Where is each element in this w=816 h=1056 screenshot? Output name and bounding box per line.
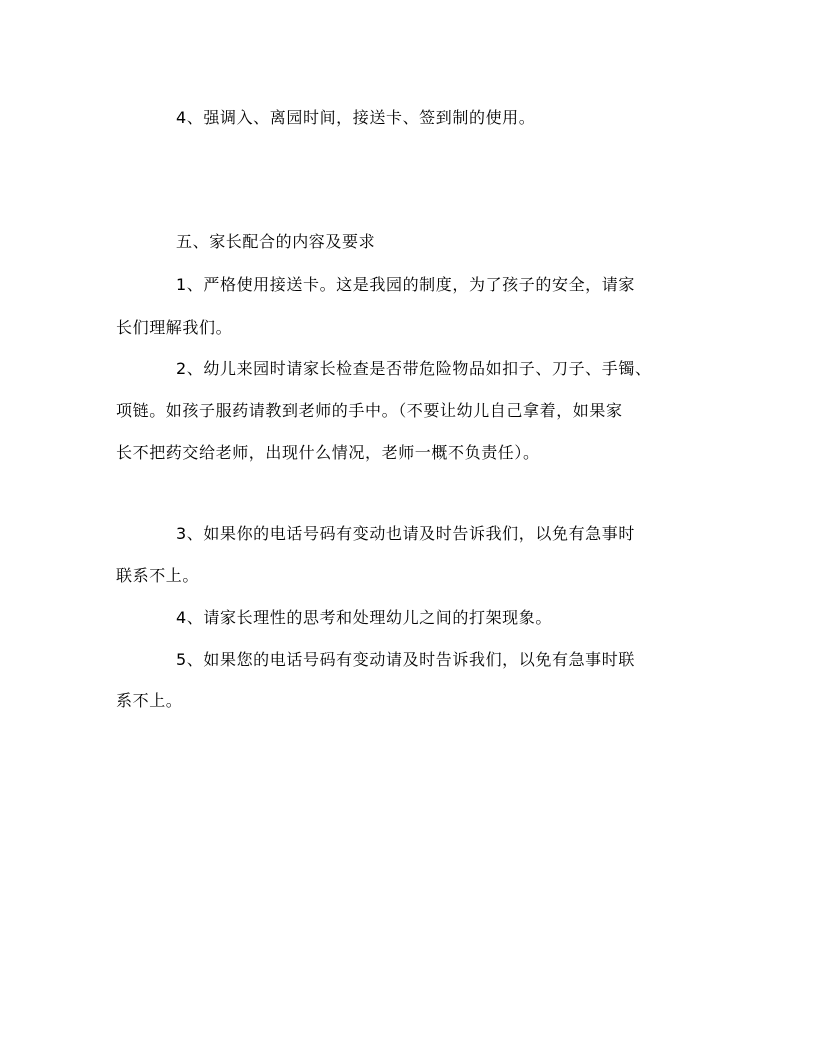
item-3-line-2: 联系不上。 (116, 566, 200, 585)
item-1-line-2: 长们理解我们。 (116, 318, 233, 337)
item-1-line-1: 1、严格使用接送卡。这是我园的制度，为了孩子的安全，请家 (176, 275, 635, 294)
item-5-line-2: 系不上。 (116, 691, 183, 710)
item-2-line-1: 2、幼儿来园时请家长检查是否带危险物品如扣子、刀子、手镯、 (176, 359, 652, 378)
item-3-line-1: 3、如果你的电话号码有变动也请及时告诉我们，以免有急事时 (176, 524, 635, 543)
item-2-line-3: 长不把药交给老师，出现什么情况，老师一概不负责任）。 (116, 443, 540, 462)
section-heading: 五、家长配合的内容及要求 (176, 232, 376, 251)
intro-item-4: 4、强调入、离园时间，接送卡、签到制的使用。 (176, 108, 536, 127)
item-2-line-2: 项链。如孩子服药请教到老师的手中。（不要让幼儿自己拿着，如果家 (116, 401, 623, 420)
item-4-line-1: 4、请家长理性的思考和处理幼儿之间的打架现象。 (176, 608, 552, 627)
item-5-line-1: 5、如果您的电话号码有变动请及时告诉我们，以免有急事时联 (176, 650, 635, 669)
